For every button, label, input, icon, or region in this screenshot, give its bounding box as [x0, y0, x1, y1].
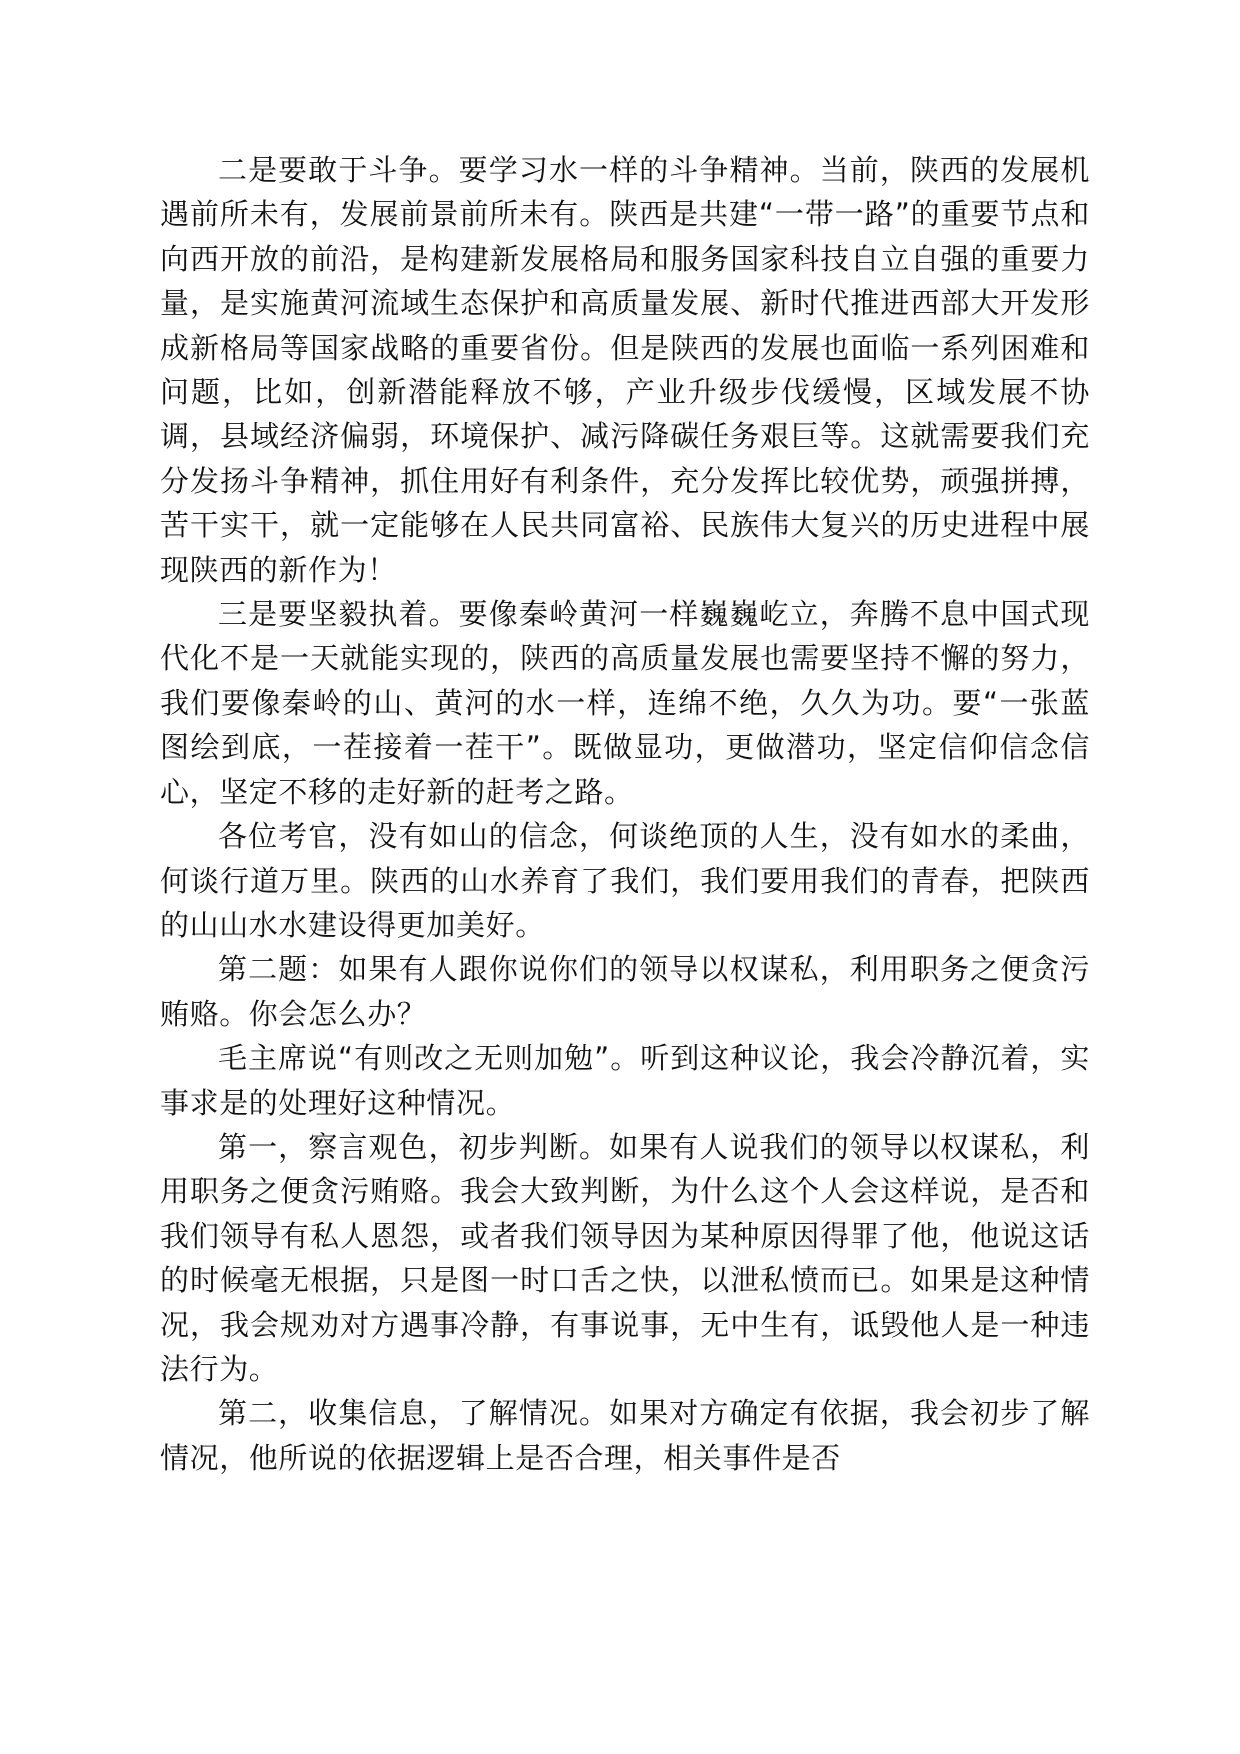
paragraph-perseverance: 三是要坚毅执着。要像秦岭黄河一样巍巍屹立，奔腾不息中国式现代化不是一天就能实现的，陕西的高质量发展也需要坚持不懈的努力，我们要像秦岭的山、黄河的水一样，连绵不绝，久久为功。要“一张蓝图绘到底，一茬接着一茬干”。既做显功，更做潜功，坚定信仰信念信心，坚定不移的走好新的赶考之路。 — [160, 597, 1090, 809]
paragraph-question-two: 第二题：如果有人跟你说你们的领导以权谋私，利用职务之便贪污贿赂。你会怎么办？ — [160, 952, 1090, 1031]
paragraph-struggle-spirit: 二是要敢于斗争。要学习水一样的斗争精神。当前，陕西的发展机遇前所未有，发展前景前所未有。陕西是共建“一带一路”的重要节点和向西开放的前沿，是构建新发展格局和服务国家科技自立自强的重要力量，是实施黄河流域生态保护和高质量发展、新时代推进西部大开发形成新格局等国家战略的重要省份。但是陕西的发展也面临一系列困难和问题，比如，创新潜能释放不够，产业升级步伐缓慢，区域发展不协调，县域经济偏弱，环境保护、减污降碳任务艰巨等。这就需要我们充分发扬斗争精神，抓住用好有利条件，充分发挥比较优势，顽强拼搏，苦干实干，就一定能够在人民共同富裕、民族伟大复兴的历史进程中展现陕西的新作为！ — [160, 153, 1090, 587]
paragraph-answer-intro: 毛主席说“有则改之无则加勉”。听到这种议论，我会冷静沉着，实事求是的处理好这种情况。 — [160, 1041, 1090, 1120]
paragraph-step-one: 第一，察言观色，初步判断。如果有人说我们的领导以权谋私，利用职务之便贪污贿赂。我会大致判断，为什么这个人会这样说，是否和我们领导有私人恩怨，或者我们领导因为某种原因得罪了他，他说这话的时候毫无根据，只是图一时口舌之快，以泄私愤而已。如果是这种情况，我会规劝对方遇事冷静，有事说事，无中生有，诋毁他人是一种违法行为。 — [160, 1129, 1090, 1386]
document-body — [160, 148, 1090, 1480]
paragraph-step-two: 第二，收集信息，了解情况。如果对方确定有依据，我会初步了解情况，他所说的依据逻辑上是否合理，相关事件是否 — [160, 1396, 1090, 1475]
paragraph-closing-remarks: 各位考官，没有如山的信念，何谈绝顶的人生，没有如水的柔曲，何谈行道万里。陕西的山水养育了我们，我们要用我们的青春，把陕西的山山水水建设得更加美好。 — [160, 819, 1090, 942]
